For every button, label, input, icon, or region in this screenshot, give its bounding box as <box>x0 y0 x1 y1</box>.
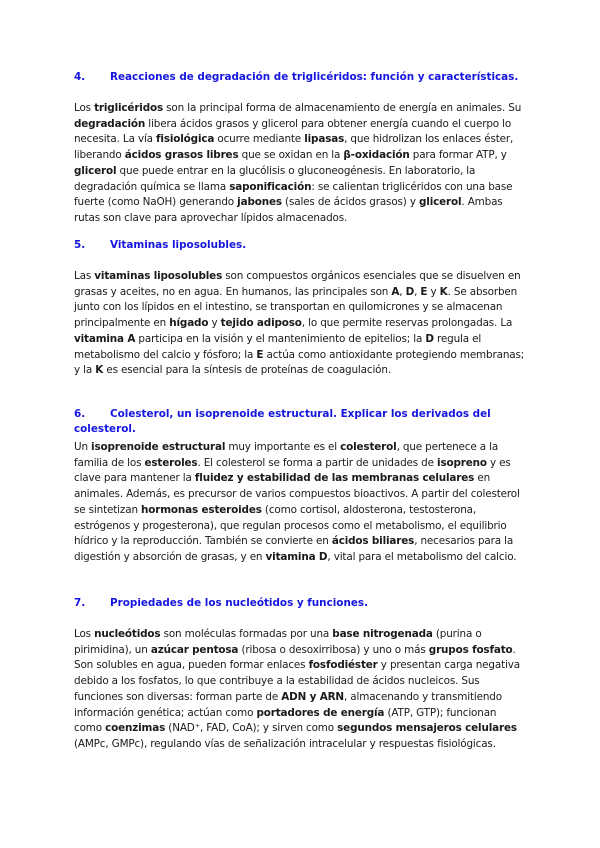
text-run: son la principal forma de almacenamiento de energía en animales. Su <box>163 102 522 114</box>
section-heading <box>74 596 526 611</box>
bold-term: vitamina D <box>265 550 328 563</box>
bold-term: lipasas <box>304 133 345 146</box>
text-run: , que hidrolizan los enlaces éster, liberando <box>74 133 514 162</box>
section-heading <box>74 238 526 253</box>
bold-term: esteroles <box>144 456 198 469</box>
bold-term: ADN y ARN <box>281 690 344 703</box>
text-run: actúa como antioxidante protegiendo membranas; y la <box>74 348 525 377</box>
text-run: y <box>427 285 440 298</box>
section-paragraph <box>74 627 526 753</box>
text-run: : se calientan triglicéridos con una base fuerte (como NaOH) generando <box>74 180 513 209</box>
text-run: , <box>414 285 421 298</box>
bold-term: A <box>391 285 400 298</box>
text-run: (sales de ácidos grasos) y <box>281 196 419 209</box>
bold-term: ácidos grasos libres <box>124 149 239 162</box>
text-run: , almacenando y transmitiendo información genética; actúan como <box>74 690 502 719</box>
section-number: 4. <box>74 71 86 83</box>
section-5 <box>74 238 526 379</box>
bold-term: vitamina A <box>74 332 136 345</box>
bold-term: base nitrogenada <box>332 628 433 640</box>
text-run: y es clave para mantener la <box>74 456 511 485</box>
bold-term: E <box>420 285 428 298</box>
text-run: que puede entrar en la glucólisis o gluconeogénesis. En laboratorio, la degradación química se llama <box>74 164 476 193</box>
bold-term: hígado <box>169 317 209 330</box>
bold-term: fisiológica <box>156 133 215 146</box>
text-run: , lo que permite reservas prolongadas. La <box>301 317 513 330</box>
bold-term: fluidez y estabilidad de las membranas celulares <box>194 472 475 485</box>
bold-term: segundos mensajeros celulares <box>337 722 517 735</box>
text-run: muy importante es el <box>225 441 341 453</box>
text-run: . Se absorben junto con los lípidos en el intestino, se transportan en quilomicrones y se almacenan principalmente en <box>74 285 518 330</box>
section-paragraph <box>74 269 526 379</box>
bold-term: isoprenoide estructural <box>91 441 226 453</box>
text-run: , que pertenece a la familia de los <box>74 441 499 469</box>
text-run: es esencial para la síntesis de proteínas de coagulación. <box>103 364 391 377</box>
text-run: participa en la visión y el mantenimiento de epitelios; la <box>135 332 426 345</box>
bold-term: saponificación <box>229 180 312 193</box>
bold-term: degradación <box>74 117 146 130</box>
bold-term: colesterol <box>340 441 397 453</box>
bold-term: isopreno <box>437 456 487 469</box>
text-run: Los <box>74 628 95 640</box>
bold-term: nucleótidos <box>94 628 161 640</box>
text-run: (ATP, GTP); funcionan como <box>74 706 497 735</box>
bold-term: K <box>95 364 104 377</box>
section-paragraph <box>74 101 526 227</box>
text-run: (AMPc, GMPc), regulando vías de señalización intracelular y respuestas fisiológicas. <box>74 737 496 750</box>
text-run: . El colesterol se forma a partir de unidades de <box>197 456 438 469</box>
section-number: 5. <box>74 239 86 251</box>
bold-term: hormonas esteroides <box>141 503 262 516</box>
section-title: Vitaminas liposolubles. <box>110 239 247 251</box>
bold-term: vitaminas liposolubles <box>94 270 223 282</box>
text-run: regula el metabolismo del calcio y fósforo; la <box>74 332 482 361</box>
text-run: son moléculas formadas por una <box>160 628 333 640</box>
bold-term: fosfodiéster <box>308 659 378 672</box>
bold-term: azúcar pentosa <box>150 643 239 656</box>
text-run: (NAD⁺, FAD, CoA); y sirven como <box>165 722 338 735</box>
bold-term: D <box>405 285 415 298</box>
text-run: (ribosa o desoxirribosa) y uno o más <box>238 643 429 656</box>
section-title: Reacciones de degradación de triglicéridos: función y características. <box>110 71 519 83</box>
text-run: que se oxidan en la <box>238 149 344 162</box>
text-run: libera ácidos grasos y glicerol para obtener energía cuando el cuerpo lo necesita. La vía <box>74 117 512 146</box>
text-run: , <box>399 285 406 298</box>
section-7 <box>74 596 526 753</box>
text-run: Las <box>74 270 95 282</box>
bold-term: glicerol <box>419 196 462 209</box>
bold-term: β-oxidación <box>343 149 410 162</box>
section-6 <box>74 407 526 566</box>
bold-term: grupos fosfato <box>428 643 513 656</box>
section-number: 6. <box>74 408 86 420</box>
bold-term: coenzimas <box>105 722 166 735</box>
bold-term: K <box>439 285 448 298</box>
bold-term: ácidos biliares <box>331 535 415 548</box>
bold-term: E <box>256 348 264 361</box>
text-run: . Son solubles en agua, pueden formar enlaces <box>74 643 516 672</box>
bold-term: glicerol <box>74 164 117 177</box>
text-run: y <box>208 317 221 330</box>
text-run: y presentan carga negativa debido a los fosfatos, lo que contribuye a la estabilidad de ácidos nucleicos. Sus funciones son diversas: forman parte de <box>74 659 520 703</box>
section-title: Propiedades de los nucleótidos y funciones. <box>110 597 369 609</box>
text-run: son compuestos orgánicos esenciales que se disuelven en grasas y aceites, no en agua. En humanos, las principales son <box>74 270 521 298</box>
text-run: Los <box>74 102 95 114</box>
section-paragraph <box>74 440 526 566</box>
section-4 <box>74 70 526 227</box>
text-run: (como cortisol, aldosterona, testosterona, estrógenos y progesterona), que regulan procesos como el metabolismo, el equilibrio hídrico y la reproducción. También se convierte en <box>74 503 507 548</box>
section-title: Colesterol, un isoprenoide estructural. Explicar los derivados del colesterol. <box>74 408 491 435</box>
bold-term: triglicéridos <box>94 102 164 114</box>
section-number: 7. <box>74 597 86 609</box>
bold-term: jabones <box>237 196 282 209</box>
text-run: Un <box>74 441 92 453</box>
bold-term: tejido adiposo <box>220 317 302 330</box>
text-run: para formar ATP, y <box>409 149 507 162</box>
section-heading <box>74 70 526 85</box>
bold-term: portadores de energía <box>256 706 385 719</box>
text-run: (purina o pirimidina), un <box>74 628 482 656</box>
text-run: . Ambas rutas son clave para aprovechar lípidos almacenados. <box>74 196 503 224</box>
text-run: , vital para el metabolismo del calcio. <box>327 550 517 563</box>
text-run: en animales. Además, es precursor de varios compuestos bioactivos. A partir del colesterol se sintetizan <box>74 472 520 516</box>
section-heading <box>74 407 526 437</box>
text-run: , necesarios para la digestión y absorción de grasas, y en <box>74 535 514 563</box>
bold-term: D <box>425 332 434 345</box>
text-run: ocurre mediante <box>214 133 305 146</box>
